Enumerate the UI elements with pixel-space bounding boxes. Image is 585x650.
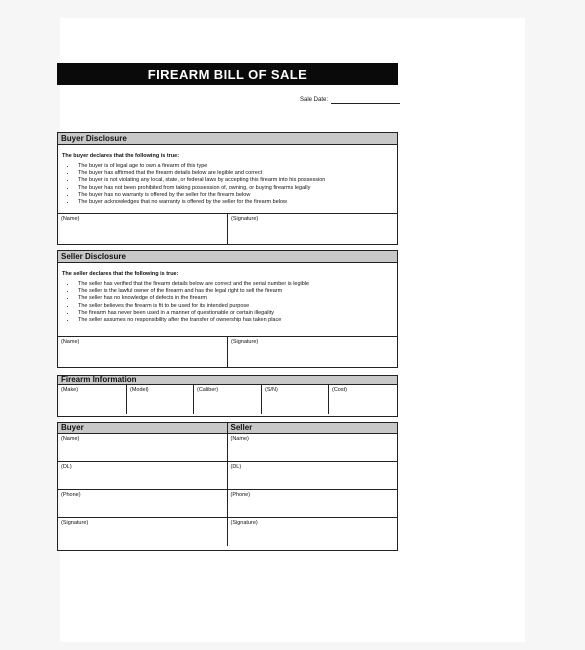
- sale-date-label: Sale Date:: [300, 97, 329, 103]
- party-details-section: [57, 422, 398, 551]
- list-item: • The seller believes the firearm is fit to be used for its intended purpose: [76, 303, 397, 310]
- seller-dl-input[interactable]: (DL): [228, 462, 398, 490]
- seller-details-heading: Seller: [228, 423, 398, 434]
- firearm-information-section: [57, 375, 398, 417]
- buyer-disclosure-intro: The buyer declares that the following is true:: [62, 153, 180, 159]
- list-item: • The seller is the lawful owner of the firearm and has the legal right to sell the firearm: [76, 288, 397, 295]
- buyer-dl-input[interactable]: (DL): [58, 462, 228, 490]
- buyer-name-input[interactable]: (Name): [58, 434, 228, 462]
- firearm-information-heading: Firearm Information: [58, 376, 397, 385]
- firearm-information-row: [58, 385, 397, 414]
- buyer-phone-input[interactable]: (Phone): [58, 490, 228, 518]
- list-item: • The buyer has no warranty is offered by the seller for the firearm below: [76, 192, 397, 199]
- list-item: • The seller has no knowledge of defects in the firearm: [76, 295, 397, 302]
- list-item: • The firearm has never been used in a manner of questionable or certain illegality: [76, 310, 397, 317]
- seller-name-field[interactable]: (Name): [61, 339, 80, 345]
- list-item: • The buyer has affirmed that the firearm details below are legible and correct: [76, 170, 397, 177]
- buyer-disclosure-section: [57, 132, 398, 245]
- firearm-make-field[interactable]: (Make): [58, 385, 127, 414]
- buyer-signature-field[interactable]: (Signature): [227, 214, 397, 244]
- seller-disclosure-list: [58, 281, 397, 324]
- seller-phone-input[interactable]: (Phone): [228, 490, 398, 518]
- seller-signature-field[interactable]: (Signature): [227, 337, 397, 367]
- document-title: [57, 63, 398, 85]
- list-item: • The buyer is of legal age to own a firearm of this type: [76, 163, 397, 170]
- list-item: • The buyer has not been prohibited from taking possession of, owning, or buying firearms legally: [76, 185, 397, 192]
- firearm-serial-number-field[interactable]: (S/N): [262, 385, 329, 414]
- document-title-text: FIREARM BILL OF SALE: [147, 66, 308, 82]
- buyer-sign-row: [58, 213, 397, 244]
- seller-disclosure-section: [57, 250, 398, 368]
- buyer-name-field[interactable]: (Name): [61, 216, 80, 222]
- buyer-details-heading: Buyer: [58, 423, 228, 434]
- list-item: • The seller assumes no responsibility after the transfer of ownership has taken place: [76, 317, 397, 324]
- firearm-model-field[interactable]: (Model): [127, 385, 194, 414]
- list-item: • The seller has verified that the firearm details below are correct and the serial number is legible: [76, 281, 397, 288]
- firearm-cost-field[interactable]: (Cost): [332, 387, 347, 393]
- party-details-grid: [58, 423, 397, 546]
- seller-disclosure-intro: The seller declares that the following is true:: [62, 271, 179, 277]
- seller-disclosure-heading: Seller Disclosure: [58, 251, 397, 263]
- buyer-signature-input[interactable]: (Signature): [58, 518, 228, 546]
- seller-name-input[interactable]: (Name): [228, 434, 398, 462]
- buyer-disclosure-heading: Buyer Disclosure: [58, 133, 397, 145]
- sale-date-line[interactable]: [331, 97, 400, 104]
- seller-signature-input[interactable]: (Signature): [230, 520, 258, 526]
- firearm-caliber-field[interactable]: (Caliber): [194, 385, 262, 414]
- seller-sign-row: [58, 336, 397, 367]
- sale-date-field[interactable]: [300, 97, 400, 104]
- list-item: • The buyer is not violating any local, state, or federal laws by accepting this firearm into his possession: [76, 177, 397, 184]
- buyer-disclosure-list: [58, 163, 397, 206]
- list-item: • The buyer acknowledges that no warranty is offered by the seller for the firearm below: [76, 199, 397, 206]
